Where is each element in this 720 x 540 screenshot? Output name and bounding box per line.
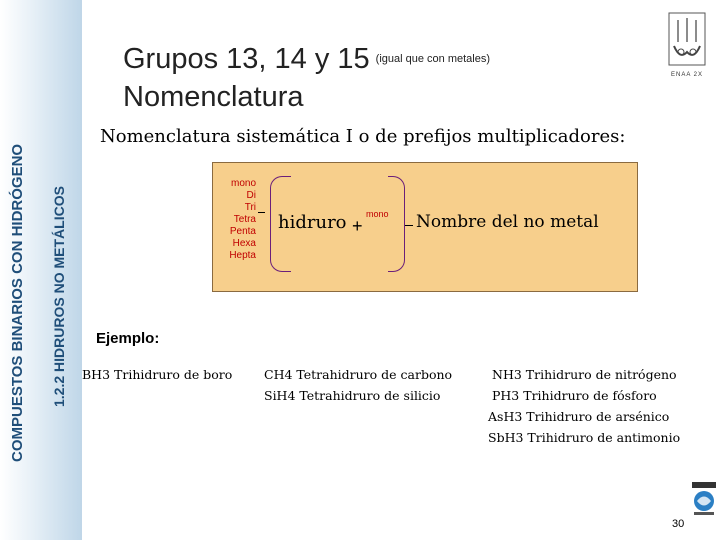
page-title bbox=[123, 42, 490, 76]
formula-nombre: Nombre del no metal bbox=[416, 212, 599, 232]
prefix-item: Penta bbox=[229, 226, 256, 237]
right-bracket bbox=[388, 176, 405, 272]
example-column-3 bbox=[488, 364, 680, 448]
prefix-item: mono bbox=[230, 178, 256, 189]
example-item: PH3 Trihidruro de fósforo bbox=[492, 388, 657, 403]
connector-dash bbox=[405, 225, 413, 226]
connector-dash bbox=[258, 212, 265, 213]
prefix-item: Tetra bbox=[233, 214, 256, 225]
university-logo-icon bbox=[668, 12, 706, 76]
example-item: SiH4 Tetrahidruro de silicio bbox=[264, 388, 441, 403]
formula-mono-superscript: mono bbox=[366, 209, 389, 219]
prefix-item: Tri bbox=[244, 202, 256, 213]
page-title-text: Grupos 13, 14 y 15 bbox=[123, 43, 370, 75]
institution-badge-icon bbox=[690, 482, 718, 516]
example-item: CH4 Tetrahidruro de carbono bbox=[264, 367, 453, 382]
example-column-2 bbox=[264, 364, 452, 406]
logo-caption: ENAA 2X bbox=[670, 72, 703, 78]
page-number: 30 bbox=[672, 518, 685, 530]
prefix-list bbox=[216, 178, 256, 262]
prefix-item: Hepta bbox=[229, 250, 256, 261]
example-item: AsH3 Trihidruro de arsénico bbox=[488, 409, 670, 424]
prefix-item: Di bbox=[246, 190, 256, 201]
example-item: NH3 Trihidruro de nitrógeno bbox=[492, 367, 677, 382]
example-column-1 bbox=[82, 364, 232, 385]
formula-plus: + bbox=[352, 216, 363, 236]
prefix-item: Hexa bbox=[232, 238, 256, 249]
example-item: BH3 Trihidruro de boro bbox=[82, 367, 233, 382]
page-title-line2: Nomenclatura bbox=[123, 81, 304, 113]
example-item: SbH3 Trihidruro de antimonio bbox=[488, 430, 681, 445]
sidebar-section-title: 1.2.2 HIDRUROS NO METÁLICOS bbox=[51, 186, 67, 407]
example-label: Ejemplo: bbox=[96, 330, 160, 347]
page-title-note: (igual que con metales) bbox=[375, 53, 490, 65]
sidebar-main-title: COMPUESTOS BINARIOS CON HIDRÓGENO bbox=[9, 143, 26, 462]
formula-hidruro: hidruro bbox=[278, 212, 347, 233]
section-subtitle: Nomenclatura sistemática I o de prefijos multiplicadores: bbox=[100, 126, 626, 147]
